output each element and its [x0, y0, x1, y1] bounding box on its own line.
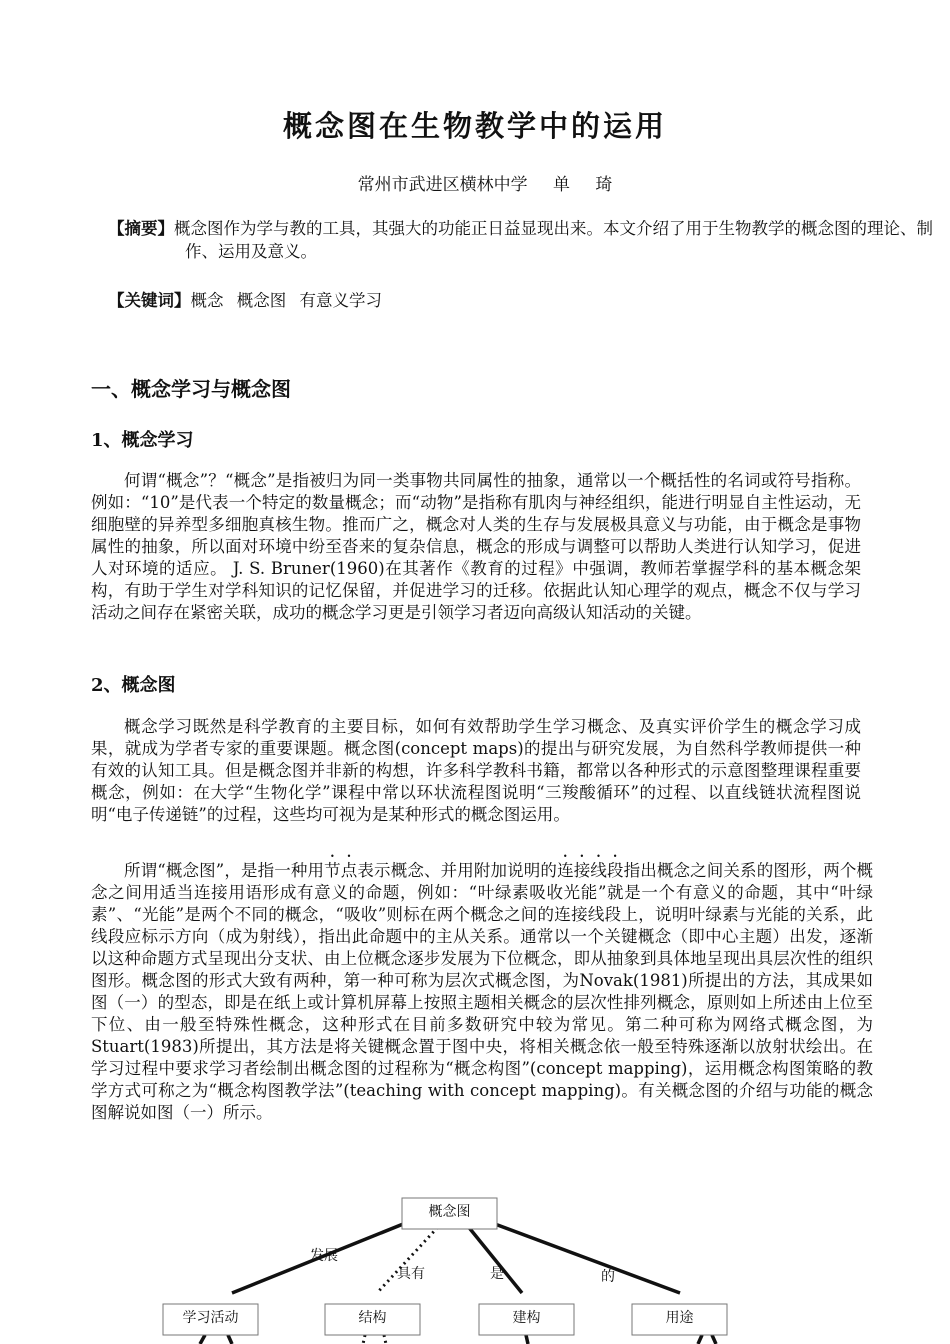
subsection-heading-concept-learning: 1、概念学习	[91, 430, 194, 451]
paragraph-concept-map-definition	[91, 852, 873, 1124]
edge-line-below-2	[228, 1335, 232, 1344]
node-structure	[325, 1304, 420, 1335]
section-heading: 一、概念学习与概念图	[91, 377, 291, 401]
text-run: 指出概念之间关系的图形，两个概念之间用适当连接用语形成有意义的命题，例如：“叶绿素吸收光能”就是一个有意义的命题，其中“叶绿素”、“光能”是两个不同的概念，“吸收”则标在两个概念之间的连接线段上，说明叶绿素与光能的关系，此线段应标示方向（成为射线），指出此命题中的主从关系。通常以一个关键概念（即中心主题）出发，逐渐以这种命题方式呈现出分支状、由上位概念逐步发展为下位概念，即从抽象到具体地呈现出具层次性的组织图形。概念图的形式大致有两种，第一种可称为层次式概念图，为Novak(1981)所提出的方法，其成果如图（一）的型态，即是在纸上或计算机屏幕上按照主题相关概念的层次性排列概念，原则如上所述由上位至下位、由一般至特殊性概念，这种形式在目前多数研究中较为常见。第二种可称为网络式概念图，为Stuart(1983)所提出，其方法是将关键概念置于图中央，将相关概念依一般至特殊逐渐以放射状绘出。在学习过程中要求学习者绘制出概念图的过程称为“概念构图”(concept mapping)，运用概念构图策略的教学方式可称之为“概念构图教学法”(teaching with concept mapping)。有关概念图的介绍与功能的概念图解说如图（一）所示。	[91, 861, 874, 1122]
edge-label: 具有	[397, 1266, 425, 1282]
edge-line-below-1	[200, 1335, 205, 1344]
keywords-text: 概念 概念图 有意义学习	[190, 291, 382, 310]
node-label: 建构	[512, 1310, 541, 1326]
node-label: 结构	[358, 1310, 387, 1326]
abstract-label: 【摘要】	[108, 219, 174, 238]
abstract	[108, 217, 945, 263]
edge-line-below-5	[526, 1335, 528, 1344]
concept-map-figure	[0, 1185, 950, 1344]
edge-line-below-3	[698, 1335, 702, 1344]
paragraph-concept-map-intro: 概念学习既然是科学教育的主要目标，如何有效帮助学生学习概念、及真实评价学生的概念学习成果，就成为学者专家的重要课题。概念图(concept maps)的提出与研究发展，为自然科学教师提供一种有效的认知工具。但是概念图并非新的构想，许多科学教科书籍，都常以各种形式的示意图整理课程重要概念，例如：在大学“生物化学”课程中常以环状流程图说明“三羧酸循环”的过程、以直线链状流程图说明“电子传递链”的过程，这些均可视为是某种形式的概念图运用。	[91, 717, 861, 824]
edge-line-below-dotted-2	[384, 1335, 386, 1344]
edge-label: 的	[601, 1269, 615, 1285]
text-run: 所谓“概念图”，是指一种用	[124, 861, 325, 880]
node-use	[632, 1304, 727, 1335]
node-construct	[479, 1304, 574, 1335]
keywords-label: 【关键词】	[108, 291, 191, 310]
text-run: 表示概念、并用附加说明的	[357, 861, 558, 880]
node-label: 用途	[665, 1310, 694, 1326]
node-label: 学习活动	[182, 1310, 239, 1326]
paragraph-concept-learning: 何谓“概念”？“概念”是指被归为同一类事物共同属性的抽象，通常以一个概括性的名词或符号指称。例如：“10”是代表一个特定的数量概念；而“动物”是指称有肌肉与神经组织，能进行明显自主性运动，无细胞壁的异养型多细胞真核生物。推而广之，概念对人类的生存与发展极具意义与功能，由于概念是事物属性的抽象，所以面对环境中纷至沓来的复杂信息，概念的形成与调整可以帮助人类进行认知学习，促进人对环境的适应。 J. S. Bruner(1960)在其著作《教育的过程》中强调，教师若掌握学科的基本概念架构，有助于学生对学科知识的记忆保留，并促进学习的迁移。依据此认知心理学的观点，概念不仅与学习活动之间存在紧密关联，成功的概念学习更是引领学习者迈向高级认知活动的关键。	[91, 471, 861, 622]
node-learning-activity	[163, 1304, 258, 1335]
node-root	[402, 1198, 497, 1229]
document-title: 概念图在生物教学中的运用	[282, 109, 667, 143]
abstract-text: 概念图作为学与教的工具，其强大的功能正日益显现出来。本文介绍了用于生物教学的概念图的理论、制作、运用及意义。	[174, 219, 933, 261]
emphasized-term-link: 连接线段	[557, 861, 624, 880]
keywords	[108, 289, 868, 312]
author-affiliation: 常州市武进区横林中学 单 琦	[357, 175, 613, 195]
edge-label: 是	[490, 1266, 504, 1282]
emphasized-term-node: 节点	[324, 861, 358, 880]
subsection-heading-concept-map: 2、概念图	[91, 675, 176, 696]
edge-line-below-dotted-1	[363, 1335, 365, 1344]
edge-label: 发展	[310, 1248, 338, 1264]
node-label: 概念图	[428, 1204, 471, 1220]
edge-line-below-4	[712, 1335, 716, 1344]
